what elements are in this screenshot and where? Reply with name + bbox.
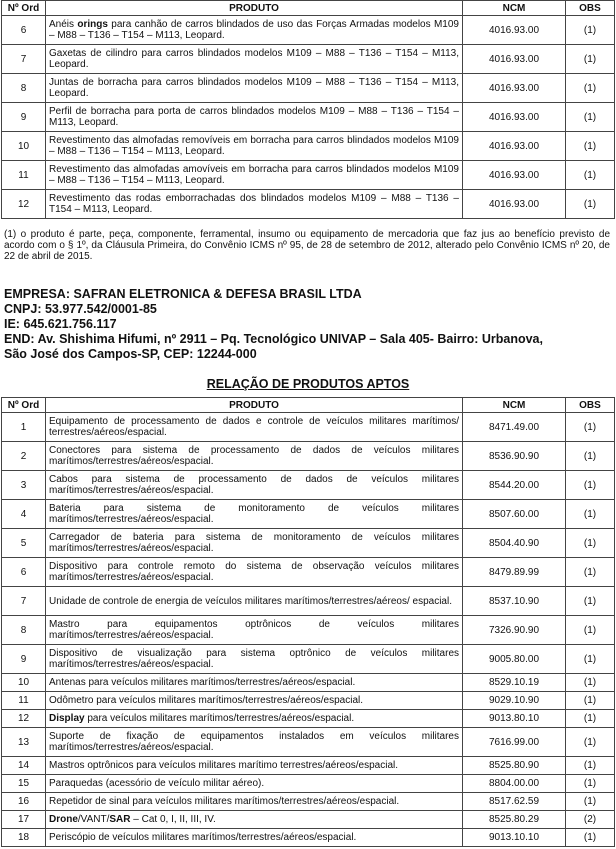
company-address-line1: END: Av. Shishima Hifumi, nº 2911 – Pq. Tecnológico UNIVAP – Sala 405- Bairro: Urbanova, <box>4 332 543 346</box>
product-text: Dispositivo de visualização para sistema optrônico de veículos militares marítimos/terrestres/aéreos/espacial. <box>49 648 459 670</box>
cell-produto <box>46 16 463 45</box>
cell-ncm: 9013.10.10 <box>463 829 566 847</box>
cell-ord: 11 <box>2 161 46 190</box>
header-ord: Nº Ord <box>2 398 46 413</box>
cell-ord: 4 <box>2 500 46 529</box>
cell-ord: 7 <box>2 45 46 74</box>
cell-obs: (1) <box>566 645 615 674</box>
cell-ncm: 8507.60.00 <box>463 500 566 529</box>
table-row <box>2 161 615 190</box>
product-text: Anéis <box>49 19 78 30</box>
cell-produto <box>46 757 463 775</box>
company-address-line2: São José dos Campos-SP, CEP: 12244-000 <box>4 347 257 361</box>
cell-ncm: 7326.90.90 <box>463 616 566 645</box>
product-text: Revestimento das rodas emborrachadas dos blindados modelos M109 – M88 – T136 – T154 – M113, Leopard. <box>49 193 459 215</box>
cell-ncm: 8804.00.00 <box>463 775 566 793</box>
cell-obs: (1) <box>566 616 615 645</box>
cell-obs: (1) <box>566 103 615 132</box>
cell-obs: (1) <box>566 775 615 793</box>
cell-ord: 12 <box>2 710 46 728</box>
product-text: – Cat 0, I, II, III, IV. <box>130 814 216 825</box>
products-table <box>1 397 615 847</box>
table-row <box>2 529 615 558</box>
table-row <box>2 190 615 219</box>
cell-ord: 6 <box>2 16 46 45</box>
header-ncm: NCM <box>463 1 566 16</box>
table-row <box>2 558 615 587</box>
table-row <box>2 45 615 74</box>
cell-produto <box>46 103 463 132</box>
cell-ncm: 8544.20.00 <box>463 471 566 500</box>
products-table-continued <box>1 0 615 219</box>
product-text: Unidade de controle de energia de veículos militares marítimos/terrestres/aéreos/ espacial. <box>49 595 452 607</box>
product-text: Gaxetas de cilindro para carros blindados modelos M109 – M88 – T136 – T154 – M113, Leopard. <box>49 48 459 70</box>
cell-produto <box>46 692 463 710</box>
cell-produto <box>46 45 463 74</box>
cell-ncm: 8536.90.90 <box>463 442 566 471</box>
cell-ord: 11 <box>2 692 46 710</box>
cell-ord: 12 <box>2 190 46 219</box>
cell-obs: (1) <box>566 190 615 219</box>
cell-produto <box>46 829 463 847</box>
table-row <box>2 500 615 529</box>
cell-produto <box>46 161 463 190</box>
cell-obs: (1) <box>566 442 615 471</box>
cell-obs: (1) <box>566 757 615 775</box>
cell-ncm: 8537.10.90 <box>463 587 566 616</box>
cell-obs: (1) <box>566 500 615 529</box>
cell-ord: 8 <box>2 616 46 645</box>
cell-ncm: 8525.80.29 <box>463 811 566 829</box>
cell-produto <box>46 616 463 645</box>
company-cnpj: CNPJ: 53.977.542/0001-85 <box>4 302 157 316</box>
cell-ncm: 7616.99.00 <box>463 728 566 757</box>
product-text: Mastro para equipamentos optrônicos de veículos militares marítimos/terrestres/aéreos/espacial. <box>49 619 459 641</box>
cell-produto <box>46 190 463 219</box>
product-text: Equipamento de processamento de dados e controle de veículos militares marítimos/ terrestres/aéreos/espacial. <box>49 416 459 438</box>
cell-ncm: 4016.93.00 <box>463 74 566 103</box>
company-ie: IE: 645.621.756.117 <box>4 317 117 331</box>
product-text: Cabos para sistema de processamento de dados de veículos militares marítimos/terrestres/aéreos/espacial. <box>49 474 459 496</box>
cell-produto <box>46 471 463 500</box>
product-text: Paraquedas (acessório de veículo militar aéreo). <box>49 778 265 789</box>
section-title <box>0 377 616 391</box>
header-obs: OBS <box>566 1 615 16</box>
cell-obs: (1) <box>566 45 615 74</box>
cell-ord: 8 <box>2 74 46 103</box>
cell-ncm: 8504.40.90 <box>463 529 566 558</box>
table-header-row <box>2 398 615 413</box>
cell-obs: (1) <box>566 529 615 558</box>
product-text: Perfil de borracha para porta de carros blindados modelos M109 – M88 – T136 – T154 – M113, Leopard. <box>49 106 459 128</box>
cell-ncm: 4016.93.00 <box>463 103 566 132</box>
table-row <box>2 793 615 811</box>
table-row <box>2 811 615 829</box>
cell-obs: (1) <box>566 710 615 728</box>
cell-ncm: 8525.80.90 <box>463 757 566 775</box>
cell-ncm: 4016.93.00 <box>463 190 566 219</box>
product-text-bold: SAR <box>109 814 131 825</box>
table-row <box>2 645 615 674</box>
table-row <box>2 471 615 500</box>
cell-ord: 2 <box>2 442 46 471</box>
header-produto: PRODUTO <box>46 398 463 413</box>
cell-ord: 17 <box>2 811 46 829</box>
product-text: Dispositivo para controle remoto do sistema de observação veículos militares marítimos/terrestres/aéreos/espacial. <box>49 561 459 583</box>
cell-ord: 14 <box>2 757 46 775</box>
cell-obs: (2) <box>566 811 615 829</box>
product-text: Mastros optrônicos para veículos militares marítimo terrestres/aéreos/espacial. <box>49 760 399 771</box>
product-text: Revestimento das almofadas amovíveis em borracha para carros blindados modelos M109 – M88 – T136 – T154 – M113, Leopard. <box>49 164 459 186</box>
cell-ord: 15 <box>2 775 46 793</box>
cell-ncm: 8529.10.19 <box>463 674 566 692</box>
cell-produto <box>46 811 463 829</box>
header-ncm: NCM <box>463 398 566 413</box>
cell-ord: 10 <box>2 674 46 692</box>
product-text: Suporte de fixação de equipamentos instalados em veículos militares marítimos/terrestres/aéreos/espacial. <box>49 731 459 753</box>
table-row <box>2 132 615 161</box>
cell-obs: (1) <box>566 471 615 500</box>
cell-obs: (1) <box>566 692 615 710</box>
cell-ord: 13 <box>2 728 46 757</box>
cell-ord: 18 <box>2 829 46 847</box>
product-text: Revestimento das almofadas removíveis em borracha para carros blindados modelos M109 – M88 – T136 – T154 – M113, Leopard. <box>49 135 459 157</box>
cell-produto <box>46 710 463 728</box>
table-row <box>2 16 615 45</box>
product-text: Conectores para sistema de processamento de dados de veículos militares marítimos/terrestres/aéreos/espacial. <box>49 445 459 467</box>
cell-ord: 6 <box>2 558 46 587</box>
cell-ncm: 9013.80.10 <box>463 710 566 728</box>
table-row <box>2 442 615 471</box>
cell-produto <box>46 74 463 103</box>
table-row <box>2 587 615 616</box>
cell-produto <box>46 442 463 471</box>
cell-produto <box>46 587 463 616</box>
cell-ncm: 8479.89.99 <box>463 558 566 587</box>
cell-ncm: 9029.10.90 <box>463 692 566 710</box>
cell-produto <box>46 775 463 793</box>
table-row <box>2 757 615 775</box>
cell-produto <box>46 674 463 692</box>
cell-obs: (1) <box>566 16 615 45</box>
product-text: Bateria para sistema de monitoramento de veículos militares marítimos/terrestres/aéreos/espacial. <box>49 503 459 525</box>
cell-produto <box>46 132 463 161</box>
section-title-text: RELAÇÃO DE PRODUTOS APTOS <box>206 377 410 391</box>
product-text-bold: Display <box>49 713 85 724</box>
table-row <box>2 775 615 793</box>
cell-obs: (1) <box>566 728 615 757</box>
product-text: Antenas para veículos militares marítimos/terrestres/aéreos/espacial. <box>49 677 356 688</box>
cell-produto <box>46 645 463 674</box>
cell-ncm: 8517.62.59 <box>463 793 566 811</box>
product-text: /VANT/ <box>77 814 110 825</box>
product-text: para canhão de carros blindados de uso das Forças Armadas modelos M109 – M88 – T136 – T154 – M113, Leopard. <box>49 19 459 41</box>
table-row <box>2 829 615 847</box>
company-info <box>4 287 612 362</box>
product-text: para veículos militares marítimos/terrestres/aéreos/espacial. <box>84 713 355 724</box>
table-header-row <box>2 1 615 16</box>
table-row <box>2 674 615 692</box>
cell-ncm: 4016.93.00 <box>463 45 566 74</box>
table-row <box>2 413 615 442</box>
product-text: Periscópio de veículos militares marítimos/terrestres/aéreos/espacial. <box>49 832 357 843</box>
product-text-bold: orings <box>77 19 108 30</box>
cell-ord: 7 <box>2 587 46 616</box>
cell-ord: 10 <box>2 132 46 161</box>
cell-ord: 5 <box>2 529 46 558</box>
cell-obs: (1) <box>566 161 615 190</box>
cell-obs: (1) <box>566 793 615 811</box>
cell-produto <box>46 558 463 587</box>
cell-ncm: 8471.49.00 <box>463 413 566 442</box>
header-obs: OBS <box>566 398 615 413</box>
header-produto: PRODUTO <box>46 1 463 16</box>
cell-obs: (1) <box>566 587 615 616</box>
cell-obs: (1) <box>566 558 615 587</box>
cell-obs: (1) <box>566 132 615 161</box>
footnote: (1) o produto é parte, peça, componente, ferramental, insumo ou equipamento de mercadoria que faz jus ao benefício previsto de acordo com o § 1º, da Cláusula Primeira, do Convênio ICMS nº 95, de 28 de setembro de 2012, alterado pelo Convênio ICMS nº 20, de 22 de abril de 2015. <box>4 229 610 262</box>
cell-ord: 16 <box>2 793 46 811</box>
cell-ord: 3 <box>2 471 46 500</box>
cell-obs: (1) <box>566 413 615 442</box>
cell-ncm: 4016.93.00 <box>463 16 566 45</box>
cell-obs: (1) <box>566 74 615 103</box>
table-row <box>2 616 615 645</box>
product-text-bold: Drone <box>49 814 78 825</box>
cell-produto <box>46 413 463 442</box>
cell-produto <box>46 728 463 757</box>
cell-ncm: 4016.93.00 <box>463 132 566 161</box>
cell-produto <box>46 500 463 529</box>
product-text: Carregador de bateria para sistema de monitoramento de veículos militares marítimos/terrestres/aéreos/espacial. <box>49 532 459 554</box>
table-row <box>2 728 615 757</box>
table-row <box>2 692 615 710</box>
cell-obs: (1) <box>566 674 615 692</box>
header-ord: Nº Ord <box>2 1 46 16</box>
cell-produto <box>46 793 463 811</box>
cell-ncm: 4016.93.00 <box>463 161 566 190</box>
table-row <box>2 710 615 728</box>
cell-ord: 1 <box>2 413 46 442</box>
cell-ncm: 9005.80.00 <box>463 645 566 674</box>
cell-obs: (1) <box>566 829 615 847</box>
cell-ord: 9 <box>2 103 46 132</box>
product-text: Odômetro para veículos militares marítimos/terrestres/aéreos/espacial. <box>49 695 364 706</box>
cell-ord: 9 <box>2 645 46 674</box>
product-text: Juntas de borracha para carros blindados modelos M109 – M88 – T136 – T154 – M113, Leopard. <box>49 77 459 99</box>
company-name: EMPRESA: SAFRAN ELETRONICA & DEFESA BRASIL LTDA <box>4 287 362 301</box>
table-row <box>2 74 615 103</box>
product-text: Repetidor de sinal para veículos militares marítimos/terrestres/aéreos/espacial. <box>49 796 400 807</box>
table-row <box>2 103 615 132</box>
cell-produto <box>46 529 463 558</box>
